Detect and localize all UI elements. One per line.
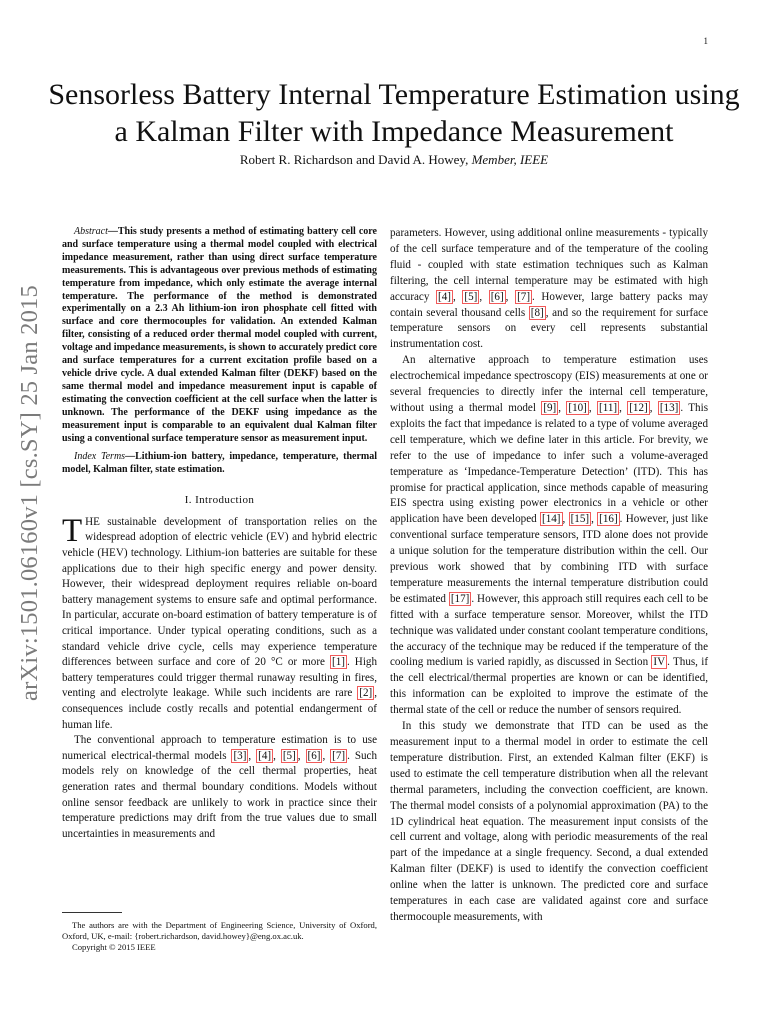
abstract-lead: Abstract [74, 226, 108, 237]
arxiv-identifier: arXiv:1501.06160v1 [cs.SY] 25 Jan 2015 [16, 285, 43, 701]
citation-link[interactable]: [16] [599, 513, 618, 526]
arxiv-stamp [10, 285, 50, 701]
index-terms [62, 451, 377, 477]
footnote-affiliation: The authors are with the Department of Engineering Science, University of Oxford, Oxford, UK, e-mail: {robert.richardson, david.howey}@eng.ox.ac.uk. [62, 920, 377, 942]
right-paragraph-2: An alternative approach to temperature estimation uses electrochemical impedance spectroscopy (EIS) measurements at one or several frequencies to directly infer the internal cell temperature, without using a thermal model [9] , [10] , [11] , [12] , [13] . This exploits the fact that impedance is related to a type of volume averaged cell temperature, which we define later in this article. For brevity, we refer to the use of impedance to infer such a volume-averaged temperature as ‘Impedance-Temperature Detection’ (ITD). This has promise for practical application, since methods capable of measuring EIS spectra using existing power electronics in a vehicle or other application have been developed [14] , [15] , [16] . However, just like conventional surface temperature sensors, ITD alone does not provide a unique solution for the temperature distribution within the cell. Our previous work showed that by combining ITD with surface temperature measurements the internal temperature distribution could be estimated [17] . However, this approach still requires each cell to be fitted with a surface temperature sensor. Moreover, whilst the ITD technique was validated under constant coolant temperature conditions, the accuracy of the technique may be reduced if the temperature of the cooling medium is varied rapidly, as discussed in Section IV . Thus, if the cell electrical/thermal properties are known or can be identified, this information can be exploited to improve the estimate of the thermal state of the cell or reduce the number of sensors required. [390, 354, 709, 717]
footnote-rule [62, 912, 122, 913]
citation-link[interactable]: [12] [629, 401, 648, 414]
author-line [40, 152, 748, 168]
citation-link[interactable]: [3] [233, 749, 247, 762]
citation-link[interactable]: [7] [332, 749, 346, 762]
section-link[interactable]: IV [653, 656, 666, 669]
citation-link[interactable]: [17] [450, 592, 470, 605]
citation-link[interactable]: [6] [307, 749, 321, 762]
citation-link[interactable]: [13] [659, 401, 679, 414]
left-column [62, 226, 377, 842]
right-column [390, 226, 708, 926]
index-terms-text: —Lithium-ion battery, impedance, temperature, thermal model, Kalman filter, state estimation. [62, 451, 378, 476]
citation-link[interactable]: [4] [258, 749, 272, 762]
citation-link[interactable]: [11] [599, 401, 618, 414]
abstract [62, 226, 377, 445]
intro-paragraph-2: The conventional approach to temperature estimation is to use numerical electrical-thermal models [3] , [4] , [5] , [6] , [7] . Such models rely on knowledge of the cell thermal properties, heat generation rates and thermal boundary conditions. Models without online sensor feedback are unlikely to work in practice since their temperature predictions may drift from the true values due to small uncertainties in measurements and [62, 734, 378, 840]
footnote-copyright: Copyright © 2015 IEEE [72, 942, 156, 953]
right-paragraph-3: In this study we demonstrate that ITD can be used as the measurement input to a thermal model in order to estimate the cell temperature distribution. First, an extended Kalman filter (EKF) is used to estimate the cell temperature distribution when all the relevant thermal parameters, including the convection coefficient, are known. The thermal model consists of a polynomial approximation (PA) to the 1D cylindrical heat equation. The measurement input consists of the cell current and voltage, along with periodic measurements of the real part of the impedance at a single frequency. Second, a dual extended Kalman filter (DEKF) is used to identify the convection coefficient online when the latter is unknown. The predicted core and surface temperatures in each case are validated against core and surface thermocouple measurements, with [390, 720, 708, 923]
page-number: 1 [703, 36, 708, 46]
citation-link[interactable]: [10] [568, 401, 587, 414]
citation-link[interactable]: [6] [490, 290, 504, 303]
author-names: Robert R. Richardson and David A. Howey, [239, 152, 472, 167]
citation-link[interactable]: [7] [517, 290, 531, 303]
section-heading-introduction: I. Introduction [184, 494, 255, 507]
abstract-text: —This study presents a method of estimating battery cell core and surface temperature using a thermal model coupled with electrical impedance measurement, rather than using direct surface temperature measurements. This is advantageous over previous methods of estimating temperature from impedance, which only estimate the average internal temperature. The performance of the method is demonstrated experimentally on a 2.3 Ah lithium-ion iron phosphate cell fitted with surface and core thermocouples for validation. An extended Kalman filter, consisting of a reduced order thermal model coupled with current, voltage and impedance measurements, is shown to accurately predict core and surface temperatures for a current excitation profile based on a vehicle drive cycle. A dual extended Kalman filter (DEKF) based on the same thermal model and impedance measurement input is capable of estimating the convection coefficient at the cell surface when the latter is unknown. The performance of the DEKF using impedance as the measurement input is comparable to an equivalent dual Kalman filter using a conventional surface temperature sensor as measurement input. [62, 226, 377, 444]
citation-link[interactable]: [8] [530, 306, 544, 319]
right-paragraph-1: parameters. However, using additional online measurements - typically of the cell surface temperature and of the temperature of the cooling fluid - coupled with state estimation techniques such as Kalman filtering, the cell internal temperature may be estimated with high accuracy [4] , [5] , [6] , [7] . However, large battery packs may contain several thousand cells [8] , and so the requirement for surface temperature sensors on every cell represents substantial instrumentation cost. [390, 227, 709, 351]
citation-link[interactable]: [1] [332, 656, 345, 669]
citation-link[interactable]: [9] [543, 401, 557, 414]
citation-link[interactable]: [4] [438, 290, 451, 303]
paper-title: Sensorless Battery Internal Temperature Estimation using a Kalman Filter with Impedance Measurement [48, 78, 740, 148]
footnote [62, 920, 377, 954]
drop-cap: T [62, 512, 83, 549]
citation-link[interactable]: [15] [570, 513, 590, 526]
intro-paragraph-1: THE sustainable development of transportation relies on the widespread adoption of electric vehicle (EV) and hybrid electric vehicle (HEV) technology. Lithium-ion batteries are suitable for these applications due to their high specific energy and power density. However, their widespread deployment requires reliable on-board battery management systems to ensure safe and optimal performance. In particular, accurate on-board estimation of battery temperature is of critical importance. Under typical operating conditions, such as a standard vehicle drive cycle, cells may experience temperature differences between surface and core of 20 °C or more [1] . High battery temperatures could trigger thermal runaway resulting in fires, venting and electrolyte leakage. While such incidents are rare [2] , consequences include costly recalls and potential endangerment of human life. [62, 512, 377, 731]
citation-link[interactable]: [2] [359, 687, 373, 700]
index-terms-lead: Index Terms [74, 451, 126, 463]
author-membership: Member, IEEE [471, 152, 549, 167]
citation-link[interactable]: [14] [542, 513, 561, 526]
citation-link[interactable]: [5] [282, 749, 296, 762]
citation-link[interactable]: [5] [464, 290, 478, 303]
